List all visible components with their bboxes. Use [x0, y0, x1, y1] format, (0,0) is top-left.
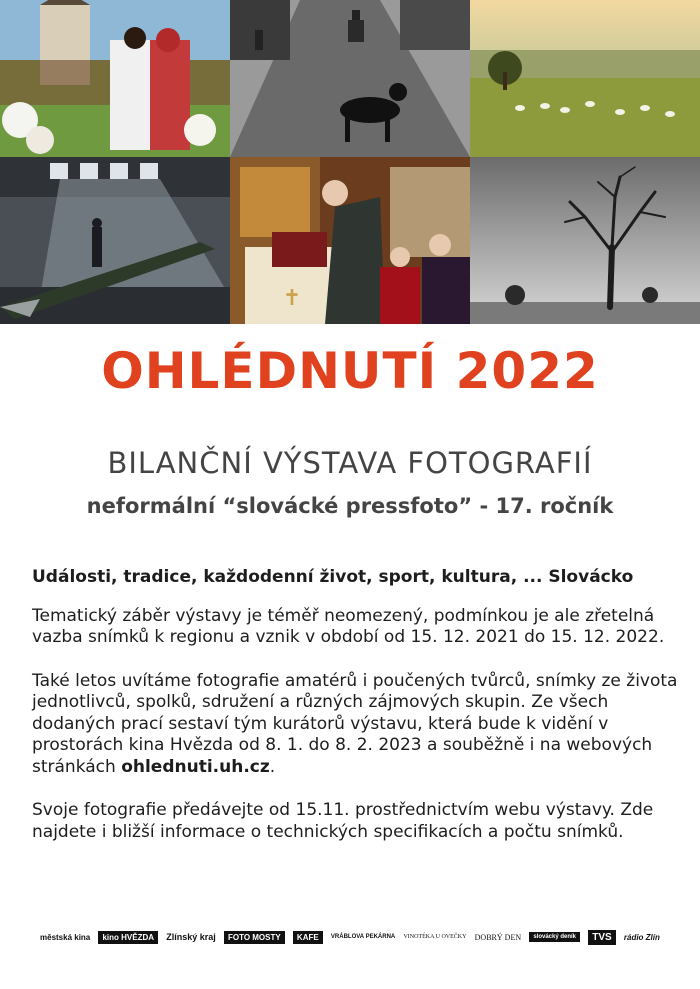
- logo-slovacky-denik-label: slovácký deník: [529, 932, 580, 942]
- logo-radio-zlin: [624, 933, 660, 942]
- lead-line: Události, tradice, každodenní život, sport, kultura, ... Slovácko: [32, 567, 634, 587]
- logo-zlinsky-kraj: [166, 932, 216, 942]
- logo-tvs-label: TVS: [588, 930, 615, 945]
- logo-kafe-label: KAFE: [293, 931, 323, 944]
- photo-folk-couple: [0, 0, 230, 157]
- logo-foto-mosty: [224, 931, 285, 944]
- paragraph-submissions: [32, 671, 682, 779]
- poster-body: [32, 567, 682, 865]
- photo-hangar-aircraft: [0, 157, 230, 324]
- poster-title: OHLÉDNUTÍ 2022: [101, 342, 599, 400]
- paragraph-scope: Tematický záběr výstavy je téměř neomezený, podmínkou je ale zřetelná vazba snímků k regionu a vznik v období od 15. 12. 2021 do 15. 12. 2022.: [32, 605, 665, 647]
- poster-subtitle: BILANČNÍ VÝSTAVA FOTOGRAFIÍ: [107, 446, 593, 480]
- logo-mestska-kina: [40, 933, 90, 942]
- logo-tvs: [588, 930, 615, 945]
- logo-vrablova-pekarna: [331, 934, 395, 940]
- photo-collage: [0, 0, 700, 324]
- logo-dobry-den: [475, 933, 521, 942]
- sponsor-logos: [40, 922, 660, 952]
- logo-kino-hvezda: [98, 931, 158, 944]
- logo-kino-hvezda-label: kino HVĚZDA: [98, 931, 158, 944]
- logo-vinoteka-u-ovecky: [403, 934, 466, 940]
- logo-radio-zlin-label: rádio Zlín: [623, 932, 660, 942]
- logo-slovacky-denik: [529, 932, 580, 942]
- logo-vinoteka-label: VINOTÉKA U OVEČKY: [403, 934, 467, 940]
- photo-street-dog: [230, 0, 470, 157]
- website-link[interactable]: ohlednuti.uh.cz: [121, 756, 270, 777]
- photo-sheep-field: [470, 0, 700, 157]
- logo-foto-mosty-label: FOTO MOSTY: [224, 931, 285, 944]
- paragraph-instructions: Svoje fotografie předávejte od 15.11. prostřednictvím webu výstavy. Zde najdete i bližší informace o technických specifikacích a počtu snímků.: [32, 800, 654, 842]
- photo-lone-tree: [470, 157, 700, 324]
- logo-kafe: [293, 931, 323, 944]
- logo-dobry-den-label: DOBRÝ DEN: [474, 932, 522, 942]
- paragraph-submissions-text: Také letos uvítáme fotografie amatérů i poučených tvůrců, snímky ze života jednotlivců, spolků, sdružení a různých zájmových skupin. Ze všech dodaných prací sestaví tým kurátorů výstavu, která bude k vidění v prostorách kina Hvězda od 8. 1. do 8. 2. 2023 a souběžně i na webových stránkách: [32, 670, 678, 777]
- logo-zlinsky-kraj-label: Zlínský kraj: [166, 932, 216, 942]
- paragraph-submissions-end: .: [269, 756, 276, 777]
- logo-mestska-kina-label: městská kina: [40, 932, 91, 942]
- poster-tagline: neformální “slovácké pressfoto” - 17. ročník: [86, 494, 614, 518]
- photo-church-speech: [230, 157, 470, 324]
- svg-text:✝: ✝: [282, 286, 302, 311]
- logo-vrablova-pekarna-label: VRÁBLOVA PEKÁRNA: [330, 934, 396, 940]
